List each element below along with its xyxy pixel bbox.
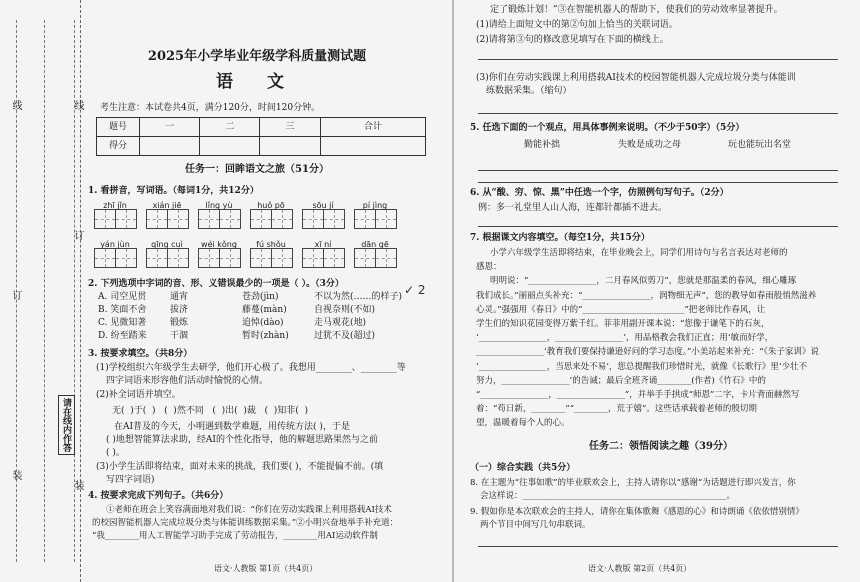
page-footer: 语文·人教版 第2页（共4页） <box>588 564 692 573</box>
handwritten-mark: ✓ 2 <box>404 283 426 297</box>
option-text: A. 司空见贯 <box>98 292 147 302</box>
writing-cell[interactable] <box>198 209 220 229</box>
task-heading: 任务一：回眸语文之旅（51分） <box>185 164 329 175</box>
question-3-part2-text: ( )地想智能算法求助，经AI的个性化指导，他的解题思路果然与之前 <box>106 435 378 445</box>
writing-cell[interactable] <box>250 209 272 229</box>
pinyin: xián jiē <box>152 201 182 210</box>
pinyin: xī ní <box>314 240 332 249</box>
question-1: 1. 看拼音，写词语。（每词1分，共12分） <box>88 186 259 196</box>
passage-line: 我们成长。”丽丽点头补充：“________________，润物细无声”，您的教导如春雨般悄然滋养 <box>476 290 817 301</box>
writing-cell[interactable] <box>146 248 168 268</box>
question-4-passage: “我________用人工智能学习助手完成了劳动报告，________用AI运动软件制 <box>92 531 378 541</box>
passage-line: 小学六年级学生活即将结束，在毕业晚会上，同学们用诗句与名言表达对老师的 <box>490 248 788 258</box>
question-4-part1: (1)请给上面短文中的第②句加上恰当的关联词语。 <box>476 20 678 30</box>
score-input-cell[interactable] <box>140 137 200 156</box>
score-header-cell: 二 <box>200 118 260 137</box>
exam-title: 2025年小学毕业年级学科质量测试题 <box>147 49 367 64</box>
viewpoint-option: 失败是成功之母 <box>618 140 682 150</box>
pinyin-row <box>92 199 398 229</box>
binding-word: 线 <box>72 100 83 112</box>
question-6: 6. 从“酸、穷、惊、黑”中任选一个字，仿照例句写句子。（2分） <box>470 188 729 198</box>
answer-line[interactable] <box>478 546 838 547</box>
passage-line: 明明说：“________________，二月春风似剪刀”，您就是那温柔的春风，细心雕琢 <box>490 276 797 287</box>
question-3-part2-text: ( )。 <box>106 448 125 458</box>
score-input-cell[interactable] <box>260 137 320 156</box>
passage-continuation: 定了锻炼计划！”③在智能机器人的帮助下，使我们的劳动效率显著提升。 <box>490 5 783 15</box>
binding-warning: 请在线内作答 <box>58 395 75 455</box>
score-input-cell[interactable] <box>200 137 260 156</box>
binding-word: 订 <box>72 230 83 242</box>
answer-line[interactable] <box>478 59 838 60</box>
writing-cell[interactable] <box>146 209 168 229</box>
writing-cell[interactable] <box>324 209 345 229</box>
question-7: 7. 根据课文内容填空。（每空1分，共15分） <box>470 233 650 243</box>
page-2 <box>468 0 854 582</box>
score-input-cell[interactable] <box>320 137 425 156</box>
question-3: 3. 按要求填空。（共8分） <box>88 349 193 359</box>
writing-cell[interactable] <box>94 248 116 268</box>
section-heading: （一）综合实践（共5分） <box>470 463 576 473</box>
question-4-part3-cont: 练数据采集。（缩句） <box>486 86 572 96</box>
binding-line <box>44 20 45 562</box>
question-3-part2: (2)补全词语并填空。 <box>96 390 181 400</box>
score-header-cell: 一 <box>140 118 200 137</box>
pinyin: yán jùn <box>100 240 130 249</box>
question-3-part1: (1)学校组织六年级学生去研学，他们开心极了。我想用________、________等 <box>96 363 406 373</box>
writing-cell[interactable] <box>272 248 293 268</box>
option-text: 过犹不及(超过) <box>314 331 376 341</box>
binding-word: 装 <box>10 470 21 482</box>
binding-word: 装 <box>72 480 83 492</box>
score-header-cell: 合计 <box>320 118 425 137</box>
passage-line: 着：“苟日新，________”“________，荒于嬉”。这些话承载着老师的殷切期 <box>476 404 757 415</box>
option-text: B. 笑面不舍 <box>98 305 147 315</box>
page-1 <box>84 0 430 582</box>
pinyin: huǒ pō <box>257 201 285 210</box>
writing-cell[interactable] <box>302 209 324 229</box>
passage-line: “________________，________________”，并举手手拱成“师恩”二字，卡片背面赫然写 <box>476 390 800 401</box>
passage-line: ‘________________，当思来处不易’，您总提醒我们珍惜时光，就像《长歌行》里‘少壮不 <box>476 361 808 372</box>
binding-word: 订 <box>10 290 21 302</box>
passage-line: 望，温暖着每个人的心。 <box>476 418 570 429</box>
option-text: 不以为然(……的样子) <box>314 292 403 302</box>
pinyin: zhī jǐn <box>103 201 127 210</box>
writing-cell[interactable] <box>324 248 345 268</box>
page-divider <box>452 0 454 582</box>
task-heading: 任务二：领悟阅读之趣（39分） <box>589 441 733 452</box>
option-text: 走马观花(地) <box>314 318 367 328</box>
question-8-cont: 会这样说：________________________________________________。 <box>480 491 736 501</box>
score-header-cell: 题号 <box>97 118 140 137</box>
option-text: 通宵 <box>170 292 189 302</box>
writing-cell[interactable] <box>302 248 324 268</box>
writing-cell[interactable] <box>94 209 116 229</box>
answer-line[interactable] <box>478 170 838 171</box>
option-text: 苍劲(jìn) <box>242 292 279 302</box>
passage-line: 心灵。”强强用《春日》中的“________________________”把老师比作春风，让 <box>476 304 766 315</box>
passage-line: ‘________________，________________’，用品格教会我们正直；用‘敏而好学， <box>476 333 774 344</box>
pinyin: qīng cuì <box>151 240 183 249</box>
pinyin: pí jìng <box>362 201 388 210</box>
answer-line[interactable] <box>478 226 838 227</box>
writing-cell[interactable] <box>354 248 376 268</box>
passage-line: ________________’教育我们要保持谦逊好问的学习态度。”小美站起来补充：“《朱子家训》说 <box>476 347 819 358</box>
writing-cell[interactable] <box>198 248 220 268</box>
answer-line[interactable] <box>478 113 838 114</box>
option-text: D. 纷至踏来 <box>98 331 147 341</box>
question-9-cont: 两个节目中间写几句串联词。 <box>480 520 591 530</box>
question-2-options <box>98 291 424 343</box>
binding-margin <box>0 0 81 582</box>
answer-line[interactable] <box>478 182 838 183</box>
passage-line: 努力，________________’的告诫；最后全班齐诵________(作者)《竹石》中的 <box>476 375 766 386</box>
question-9: 9. 假如你是本次联欢会的主持人，请你在集体歌舞《感恩的心》和诗朗诵《依依惜别情》 <box>470 507 804 517</box>
option-text: 拔济 <box>170 305 189 315</box>
question-5: 5. 任选下面的一个观点，用具体事例来说明。（不少于50字）（5分） <box>470 123 745 133</box>
writing-cell[interactable] <box>116 209 137 229</box>
question-6-example: 例：多一礼堂里人山人海，连都针都插不进去。 <box>478 203 668 213</box>
pinyin: wéi kǒng <box>201 240 237 249</box>
passage-line: 感恩： <box>476 262 502 273</box>
writing-cell[interactable] <box>220 248 241 268</box>
score-label-cell: 得分 <box>97 137 140 156</box>
question-4-part3: (3)你们在劳动实践课上利用搭载AI技术的校园智能机器人完成垃圾分类与体能训 <box>476 73 796 83</box>
option-text: 藤蔓(màn) <box>242 305 287 315</box>
question-3-part2-text: 在AI普及的今天，小明遇到数学难题，用传统方法( )，于是 <box>114 422 350 432</box>
question-4-passage: 的校园智能机器人完成垃圾分类与体能训练数据采集。”②小明兴奋地举手补充道： <box>92 518 399 528</box>
pinyin: lǐng yù <box>205 201 233 210</box>
question-4-part2: (2)请将第③句的修改意见填写在下面的横线上。 <box>476 35 669 45</box>
question-4-passage: ①老师在班会上笑容满面地对我们说：“你们在劳动实践课上利用搭载AI技术 <box>106 505 392 515</box>
writing-cell[interactable] <box>272 209 293 229</box>
pinyin-row <box>92 238 398 268</box>
writing-cell[interactable] <box>376 248 397 268</box>
option-text: C. 见微知著 <box>98 318 147 328</box>
viewpoint-option: 勤能补拙 <box>524 140 561 150</box>
question-8: 8. 在主题为“往事如歌”的毕业联欢会上，主持人请你以“感谢”为话题进行即兴发言，你 <box>470 478 796 488</box>
writing-cell[interactable] <box>168 248 189 268</box>
pinyin: fú shǒu <box>256 240 286 249</box>
writing-cell[interactable] <box>116 248 137 268</box>
question-3-part1-cont: 四字词语来形容他们活动时愉悦的心情。 <box>106 376 269 386</box>
passage-line: 学生们的知识花园变得万紫千红。菲菲用副开课本说：“您像于谦笔下的石灰， <box>476 319 770 330</box>
question-3-part3: (3)小学生活即将结束，面对未来的挑战，我们要( )，不能提偏不前。(填 <box>96 462 384 472</box>
pinyin: dān gē <box>361 240 389 249</box>
binding-word: 线 <box>10 100 21 112</box>
writing-cell[interactable] <box>250 248 272 268</box>
question-4: 4. 按要求完成下列句子。（共6分） <box>88 491 229 501</box>
writing-cell[interactable] <box>354 209 376 229</box>
writing-cell[interactable] <box>376 209 397 229</box>
option-text: 锻炼 <box>170 318 189 328</box>
score-table <box>96 117 426 156</box>
question-7-passage <box>476 246 856 431</box>
question-3-part3-cont: 写四字词语) <box>106 475 155 485</box>
score-header-cell: 三 <box>260 118 320 137</box>
writing-cell[interactable] <box>220 209 241 229</box>
subject-title: 语 文 <box>216 72 298 92</box>
option-text: 自视奈则(不如) <box>314 305 376 315</box>
viewpoint-option: 玩也能玩出名堂 <box>728 140 792 150</box>
exam-notice: 考生注意：本试卷共4页，满分120分，时间120分钟。 <box>100 103 321 113</box>
page-footer: 语文·人教版 第1页（共4页） <box>214 564 318 573</box>
pinyin: sōu jí <box>312 201 334 210</box>
option-text: 追悼(dào) <box>242 318 284 328</box>
question-2: 2. 下列选项中字词的音、形、义错误最少的一项是（ ）。（3分） <box>88 279 344 289</box>
option-text: 干涸 <box>170 331 189 341</box>
writing-cell[interactable] <box>168 209 189 229</box>
option-text: 暂时(zhàn) <box>242 331 289 341</box>
question-3-idioms: 无( )于( ) ( )然不同 ( )出( )裁 ( )知非( ) <box>112 406 308 416</box>
